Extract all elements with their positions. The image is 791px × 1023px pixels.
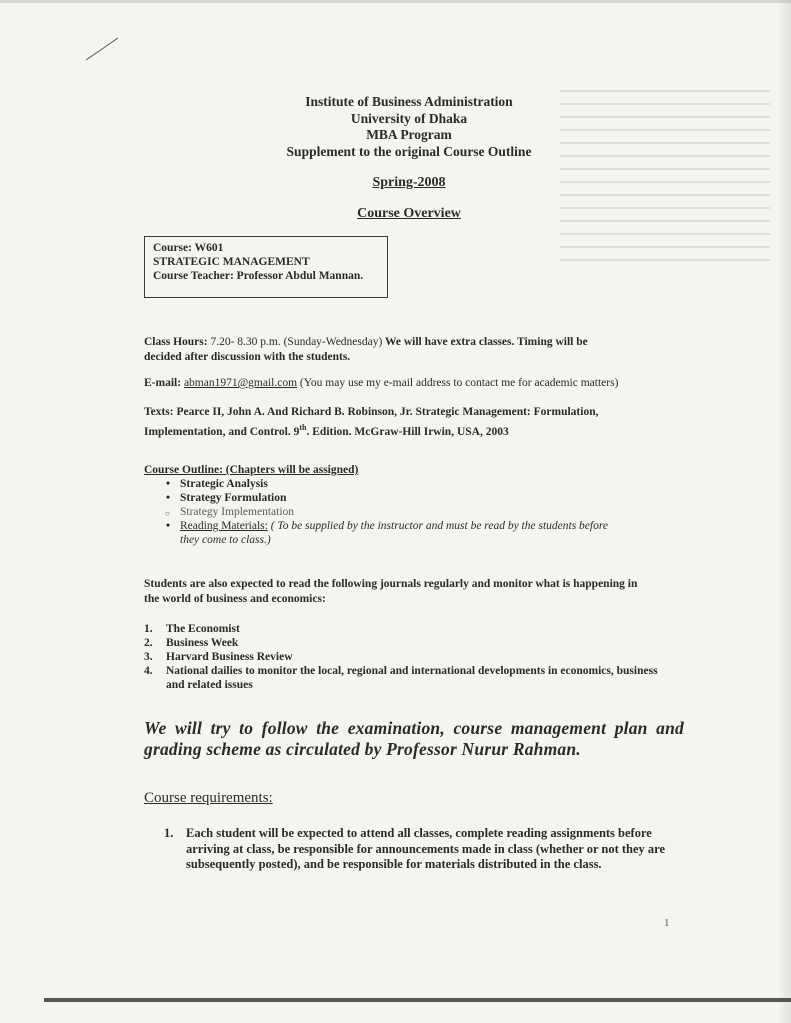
supplement-title: Supplement to the original Course Outline bbox=[286, 143, 532, 159]
requirement-item: 1. Each student will be expected to attend all classes, complete reading assignments before arriving at class, be responsible for announcements made in class (whether or not they are subsequently posted), and be responsible for materials distributed in the class. bbox=[164, 826, 666, 871]
journal-item: 2. Business Week bbox=[144, 637, 239, 649]
journals-list bbox=[144, 622, 664, 692]
exam-policy-banner: We will try to follow the examination, course management plan and grading scheme as circulated by Professor Nurur Rahman. bbox=[144, 718, 684, 759]
outline-title: Course Outline: (Chapters will be assigned) bbox=[144, 464, 359, 476]
journals-intro-line-1: Students are also expected to read the following journals regularly and monitor what is happening in bbox=[144, 578, 638, 590]
outline-list bbox=[160, 477, 660, 547]
texts-reference bbox=[144, 405, 684, 440]
email-label: E-mail: bbox=[144, 377, 182, 389]
journals-intro bbox=[144, 577, 684, 607]
email-note: (You may use my e-mail address to contact me for academic matters) bbox=[299, 377, 619, 389]
texts-line-2-end: . Edition. McGraw-Hill Irwin, USA, 2003 bbox=[306, 425, 509, 438]
document-header bbox=[0, 94, 791, 160]
email-link[interactable]: abman1971@gmail.com bbox=[183, 377, 298, 389]
email-line bbox=[144, 376, 684, 391]
texts-edition-sup: th bbox=[299, 423, 307, 432]
outline-item: ○ Strategy Implementation bbox=[160, 505, 660, 519]
university-name: University of Dhaka bbox=[350, 110, 468, 126]
course-teacher: Course Teacher: Professor Abdul Mannan. bbox=[153, 270, 364, 282]
reading-materials-note: ( To be supplied by the instructor and must be read by the students before bbox=[270, 520, 608, 532]
pen-mark-icon bbox=[84, 34, 124, 64]
requirements-title: Course requirements: bbox=[144, 790, 273, 806]
reading-materials-label: Reading Materials: bbox=[180, 520, 268, 532]
page-number: 1 bbox=[664, 917, 670, 929]
course-code: Course: W601 bbox=[153, 242, 224, 254]
class-hours-note: We will have extra classes. Timing will be bbox=[385, 336, 588, 348]
outline-item: • Strategy Formulation bbox=[160, 491, 660, 505]
texts-line-1: Texts: Pearce II, John A. And Richard B. Robinson, Jr. Strategic Management: Formulation, bbox=[144, 406, 599, 418]
bottom-rule bbox=[44, 998, 791, 1002]
reading-materials-note-2: they come to class.) bbox=[180, 534, 271, 546]
requirements-list bbox=[164, 826, 674, 873]
course-name: STRATEGIC MANAGEMENT bbox=[153, 256, 310, 268]
journal-item: 1. The Economist bbox=[144, 623, 240, 635]
journal-item: 3. Harvard Business Review bbox=[144, 651, 293, 663]
overview-title: Course Overview bbox=[357, 206, 461, 221]
class-hours-label: Class Hours: bbox=[144, 336, 208, 348]
outline-item-reading bbox=[160, 519, 660, 547]
texts-line-2: Implementation, and Control. 9 bbox=[144, 425, 300, 438]
program-name: MBA Program bbox=[366, 127, 452, 142]
outline-item: • Strategic Analysis bbox=[160, 477, 660, 491]
class-hours-time: 7.20- 8.30 p.m. (Sunday-Wednesday) bbox=[210, 336, 383, 348]
page-top-edge bbox=[0, 0, 791, 3]
journal-item: 4. National dailies to monitor the local, regional and international developments in economics, business and related issues bbox=[144, 665, 658, 691]
journals-intro-line-2: the world of business and economics: bbox=[144, 593, 326, 605]
class-hours bbox=[144, 335, 664, 365]
course-info-box bbox=[144, 236, 388, 298]
class-hours-note-2: decided after discussion with the students. bbox=[144, 351, 351, 363]
institute-name: Institute of Business Administration bbox=[305, 94, 513, 109]
term-title: Spring-2008 bbox=[372, 175, 446, 190]
